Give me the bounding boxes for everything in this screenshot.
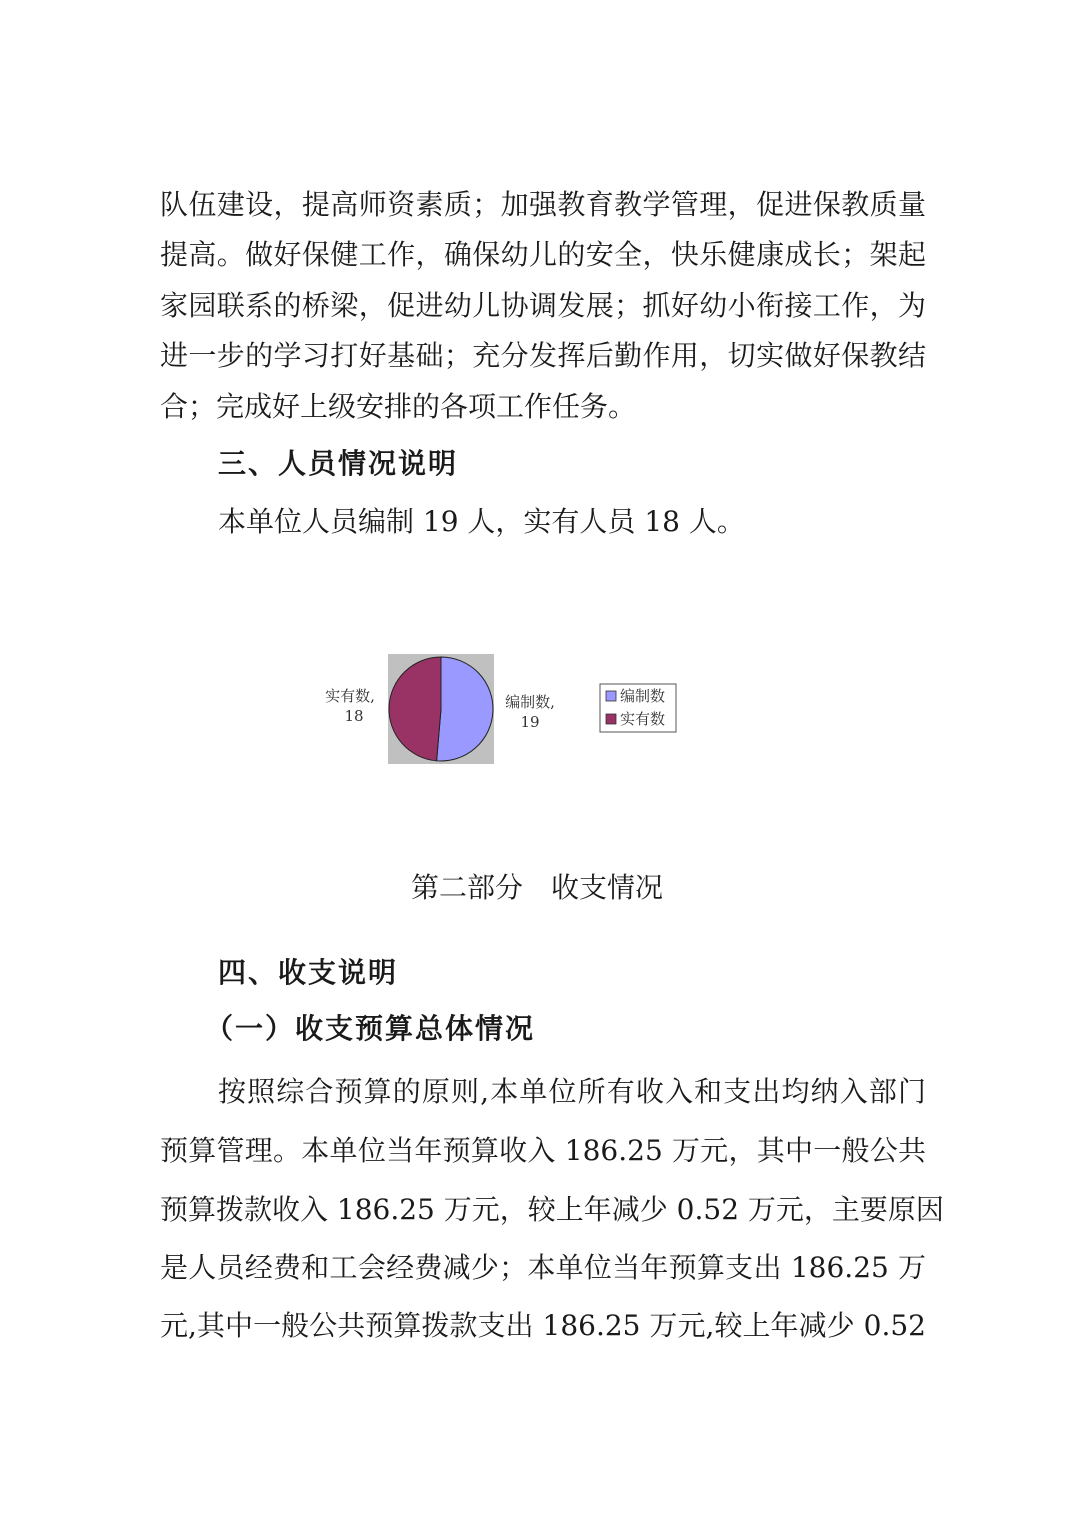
paragraph-line: 预算管理。本单位当年预算收入 186.25 万元，其中一般公共 [160,1134,926,1167]
section-4-subheading: （一）收支预算总体情况 [205,1012,536,1045]
label-shiyou-value: 18 [344,707,364,725]
paragraph-line: 提高。做好保健工作，确保幼儿的安全，快乐健康成长；架起 [160,238,926,271]
paragraph-line: 按照综合预算的原则,本单位所有收入和支出均纳入部门 [218,1075,926,1108]
legend-label-shiyou: 实有数 [620,710,666,728]
section-3-text: 本单位人员编制 19 人，实有人员 18 人。 [218,505,745,538]
legend-swatch-bianzhi [606,691,616,701]
paragraph-line: 元,其中一般公共预算拨款支出 186.25 万元,较上年减少 0.52 [160,1309,926,1342]
legend [600,684,676,732]
section-4-heading: 四、收支说明 [218,956,399,989]
paragraph-line: 合；完成好上级安排的各项工作任务。 [160,390,637,423]
label-bianzhi-value: 19 [520,713,540,731]
paragraph-line: 队伍建设，提高师资素质；加强教育教学管理，促进保教质量 [160,188,926,221]
section-3-heading: 三、人员情况说明 [218,447,459,480]
part-2-title: 第二部分 收支情况 [410,871,663,904]
label-shiyou-name: 实有数, [325,687,375,705]
pie-chart-svg [320,650,700,770]
paragraph-line: 是人员经费和工会经费减少；本单位当年预算支出 186.25 万 [160,1251,926,1284]
label-bianzhi-name: 编制数, [505,693,555,711]
legend-swatch-shiyou [606,714,616,724]
staffing-pie-chart [320,650,700,770]
legend-label-bianzhi: 编制数 [620,687,666,705]
paragraph-line: 家园联系的桥梁，促进幼儿协调发展；抓好幼小衔接工作，为 [160,289,926,322]
paragraph-line: 预算拨款收入 186.25 万元，较上年减少 0.52 万元，主要原因 [160,1193,944,1226]
paragraph-line: 进一步的学习打好基础；充分发挥后勤作用，切实做好保教结 [160,339,926,372]
